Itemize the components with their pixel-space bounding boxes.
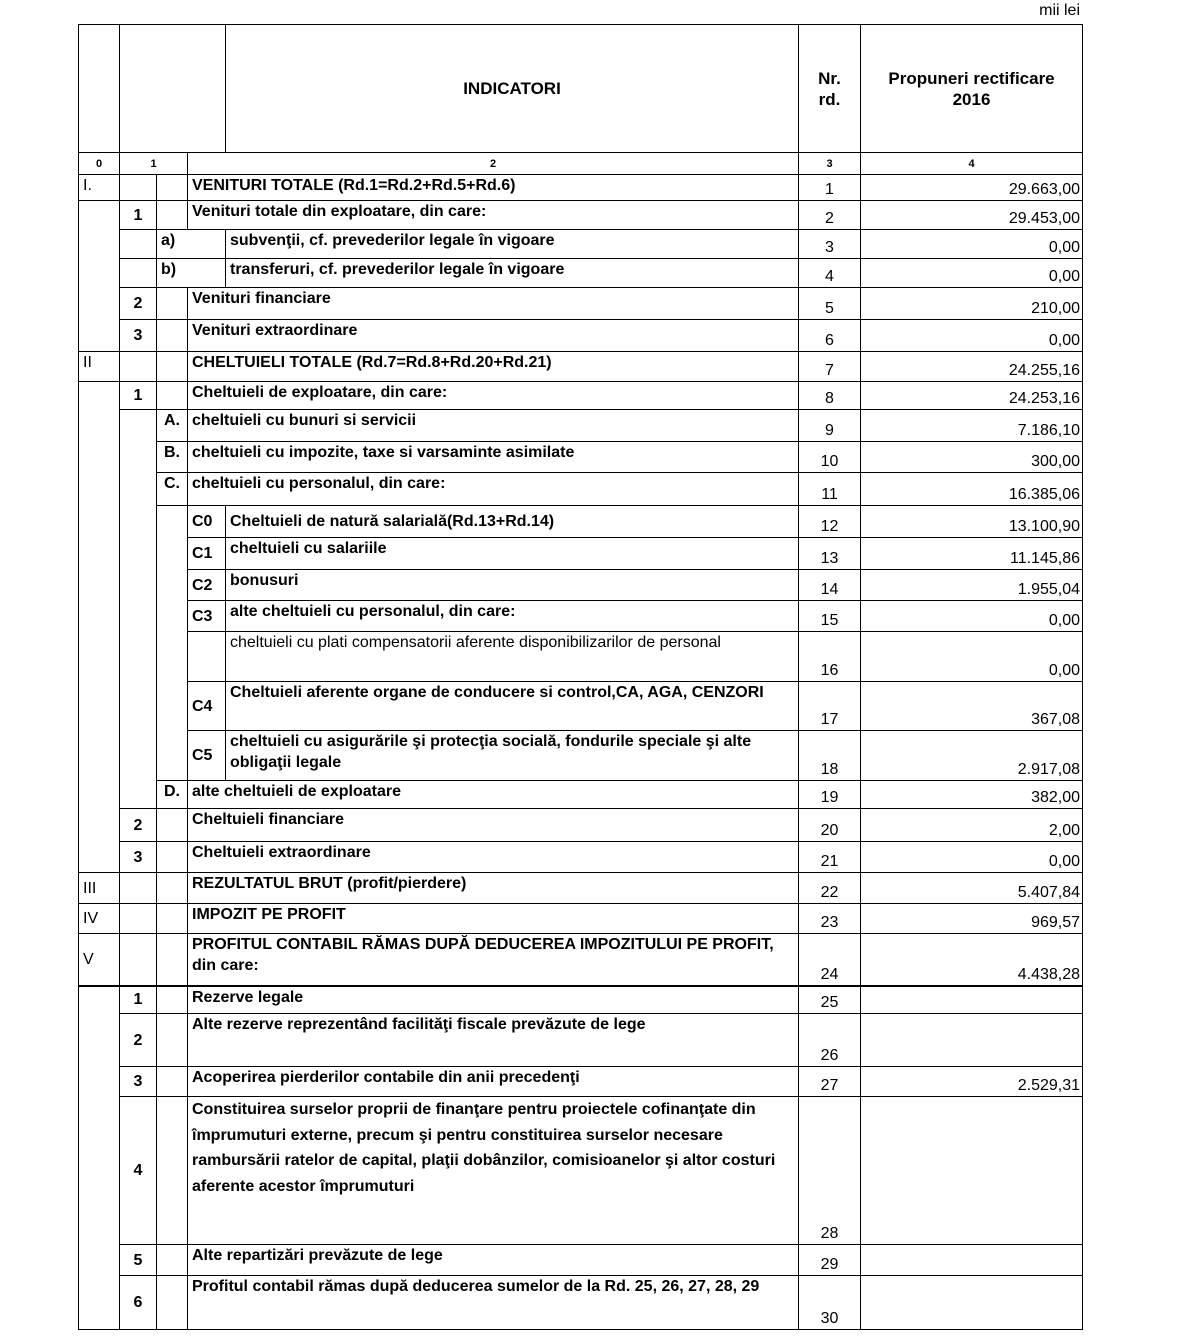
table-row: I. VENITURI TOTALE (Rd.1=Rd.2+Rd.5+Rd.6) 1 29.663,00 [79,175,1083,201]
table-row: C3 alte cheltuieli cu personalul, din care: 15 0,00 [79,601,1083,632]
header-propuneri: Propuneri rectificare 2016 [861,25,1083,153]
column-index-row: 0 1 2 3 4 [79,153,1083,175]
table-row: 2 Cheltuieli financiare 20 2,00 [79,809,1083,842]
table-row: V PROFITUL CONTABIL RĂMAS DUPĂ DEDUCEREA IMPOZITULUI PE PROFIT, din care: 24 4.438,28 [79,934,1083,986]
table-row: C5 cheltuieli cu asigurările şi protecţia socială, fondurile speciale şi alte obligaţii legale 18 2.917,08 [79,731,1083,781]
table-row: III REZULTATUL BRUT (profit/pierdere) 22 5.407,84 [79,873,1083,904]
table-row: A. cheltuieli cu bunuri si servicii 9 7.186,10 [79,410,1083,442]
table-row: 3 Acoperirea pierderilor contabile din anii precedenţi 27 2.529,31 [79,1067,1083,1097]
table-row: 5 Alte repartizări prevăzute de lege 29 [79,1245,1083,1276]
table-row: a) subvenţii, cf. prevederilor legale în vigoare 3 0,00 [79,230,1083,259]
header-indicatori: INDICATORI [226,25,799,153]
table-row: b) transferuri, cf. prevederilor legale în vigoare 4 0,00 [79,259,1083,288]
table-row: 3 Venituri extraordinare 6 0,00 [79,320,1083,352]
table-row: 1 Cheltuieli de exploatare, din care: 8 24.253,16 [79,382,1083,410]
table-row: 3 Cheltuieli extraordinare 21 0,00 [79,842,1083,873]
table-row: II CHELTUIELI TOTALE (Rd.7=Rd.8+Rd.20+Rd.21) 7 24.255,16 [79,352,1083,382]
header-row [79,25,1083,153]
table-row: 1 Venituri totale din exploatare, din care: 2 29.453,00 [79,201,1083,230]
table-row: 4 Constituirea surselor proprii de finanţare pentru proiectele cofinanţate din împrumuturi externe, precum şi pentru constituirea surselor necesare rambursării ratelor de capital, plaţii dobânzilor, comisioanelor şi altor costuri aferente acestor împrumuturi 28 [79,1097,1083,1245]
table-row: C. cheltuieli cu personalul, din care: 11 16.385,06 [79,473,1083,506]
table-row: 2 Venituri financiare 5 210,00 [79,288,1083,320]
table-row: 6 Profitul contabil rămas după deducerea sumelor de la Rd. 25, 26, 27, 28, 29 30 [79,1276,1083,1330]
budget-table [78,24,1083,1330]
table-row: C2 bonusuri 14 1.955,04 [79,570,1083,601]
table-row: 1 Rezerve legale 25 [79,986,1083,1014]
unit-label: mii lei [1039,2,1080,19]
table-row: D. alte cheltuieli de exploatare 19 382,00 [79,781,1083,809]
table-row: C0 Cheltuieli de natură salarială(Rd.13+Rd.14) 12 13.100,90 [79,506,1083,538]
table-row: C1 cheltuieli cu salariile 13 11.145,86 [79,538,1083,570]
table-row: C4 Cheltuieli aferente organe de conducere si control,CA, AGA, CENZORI 17 367,08 [79,682,1083,731]
header-nr-rd: Nr. rd. [799,25,861,153]
table-row: B. cheltuieli cu impozite, taxe si varsaminte asimilate 10 300,00 [79,442,1083,473]
table-row: cheltuieli cu plati compensatorii aferente disponibilizarilor de personal 16 0,00 [79,632,1083,682]
table-row: IV IMPOZIT PE PROFIT 23 969,57 [79,904,1083,934]
table-row: 2 Alte rezerve reprezentând facilităţi fiscale prevăzute de lege 26 [79,1014,1083,1067]
